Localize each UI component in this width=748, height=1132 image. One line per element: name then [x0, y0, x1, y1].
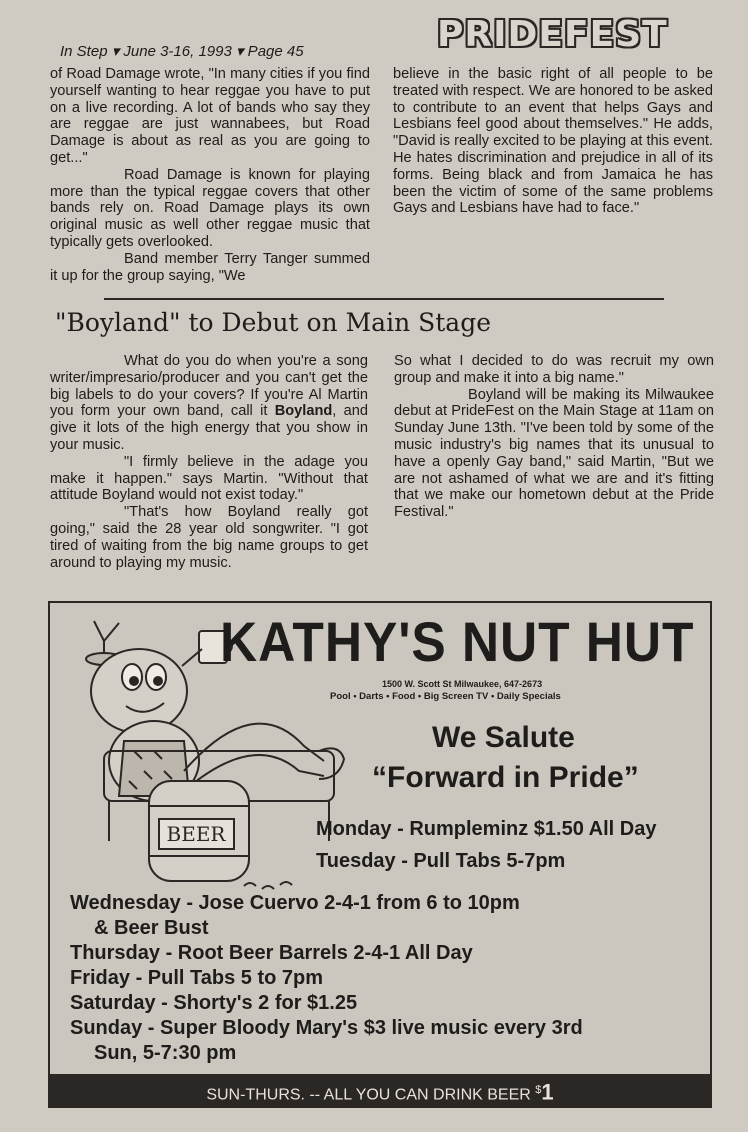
footer-price: 1: [541, 1079, 554, 1105]
ad-title: KATHY'S NUT HUT: [220, 610, 695, 673]
advertisement: [48, 601, 712, 1108]
section-divider: [104, 298, 664, 300]
paragraph: believe in the basic right of all people to be treated with respect. We are honored to be asked to contribute to an event that helps Gays and Lesbians feel good about themselves." He adds, "David is really excited to be playing at this event. He hates discrimination and prejudice in all of its forms. Being black and from Jamaica he has been the victim of some of the same problems Gays and Lesbians have had to face.": [393, 66, 713, 217]
article1-right-column: [393, 66, 713, 217]
masthead: PRIDEFEST: [437, 14, 668, 55]
special-sunday: Sunday - Super Bloody Mary's $3 live music every 3rd: [70, 1017, 583, 1039]
special-thursday: Thursday - Root Beer Barrels 2-4-1 All Day: [70, 942, 473, 964]
paragraph: "That's how Boyland really got going," said the 28 year old songwriter. "I got tired of waiting from the big name groups to get around to playing my music.: [50, 504, 368, 571]
special-sunday-cont: Sun, 5-7:30 pm: [94, 1042, 237, 1064]
special-wednesday: Wednesday - Jose Cuervo 2-4-1 from 6 to 10pm: [70, 892, 520, 914]
paragraph: of Road Damage wrote, "In many cities if you find yourself wanting to hear reggae you have to put on a live recording. A lot of bands who say they are reggae are just wannabees, but Road Damage is about as real as you are going to get...": [50, 66, 370, 166]
article2-right-column: [394, 353, 714, 521]
special-friday: Friday - Pull Tabs 5 to 7pm: [70, 967, 324, 989]
paragraph: Road Damage is known for playing more than the typical reggae covers that other bands rely on. Road Damage plays its own original music as well other reggae music that typically gets overlooked.: [50, 166, 370, 250]
special-monday: Monday - Rumpleminz $1.50 All Day: [316, 818, 657, 840]
barrel-label: BEER: [166, 822, 226, 846]
ad-services: Pool • Darts • Food • Big Screen TV • Daily Specials: [330, 691, 561, 702]
ad-address: 1500 W. Scott St Milwaukee, 647-2673: [382, 679, 543, 689]
ad-footer: [50, 1074, 710, 1106]
article-headline: "Boyland" to Debut on Main Stage: [55, 308, 491, 337]
text-run: What do you do when you're a song writer/impresario/producer and you can't get the big labels to do your covers? If you're Al Martin you form your own band, call it: [50, 353, 368, 420]
special-tuesday: Tuesday - Pull Tabs 5-7pm: [316, 850, 566, 872]
special-saturday: Saturday - Shorty's 2 for $1.25: [70, 992, 358, 1014]
paragraph: So what I decided to do was recruit my own group and make it into a big name.": [394, 353, 714, 386]
special-wednesday-cont: & Beer Bust: [94, 917, 209, 939]
article1-left-column: [50, 66, 370, 284]
paragraph: "I firmly believe in the adage you make it happen." says Martin. "Without that attitude Boyland would not exist today.": [50, 453, 368, 504]
ad-salute-line2: “Forward in Pride”: [372, 761, 639, 794]
footer-text: SUN-THURS. -- ALL YOU CAN DRINK BEER: [206, 1086, 531, 1104]
publication-line: In Step ▾ June 3-16, 1993 ▾ Page 45: [60, 43, 304, 60]
footer-dollar-sign: $: [535, 1084, 542, 1096]
paragraph: Boyland will be making its Milwaukee debut at PrideFest on the Main Stage at 11am on Sunday June 13th. "I've been told by some of the music industry's big names that its unusual to have a openly Gay band," said Martin, "But we are not ashamed of what we are and it's fitting that we make our hometown debut at the Pride Festival.": [394, 386, 714, 521]
ad-salute-line1: We Salute: [432, 721, 575, 754]
band-name: Boyland: [274, 403, 333, 420]
paragraph: Band member Terry Tanger summed it up for the group saying, "We: [50, 250, 370, 284]
text-run: , and give it lots of the high energy that you show in your music.: [50, 403, 368, 453]
paragraph: [50, 353, 368, 454]
article2-left-column: [50, 353, 368, 571]
